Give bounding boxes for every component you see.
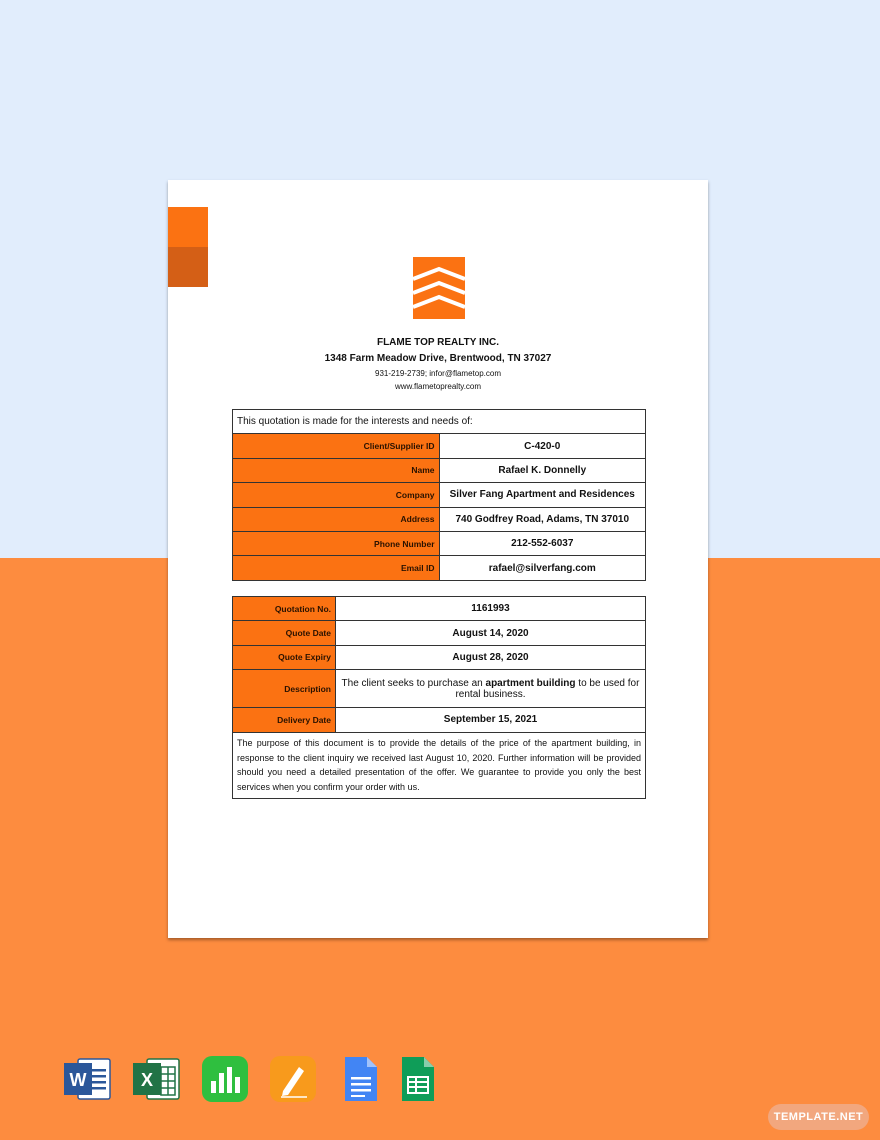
quotation-no-value: 1161993	[336, 597, 646, 621]
company-name: FLAME TOP REALTY INC.	[376, 337, 500, 348]
table-row	[233, 531, 646, 555]
template-net-badge[interactable]: TEMPLATE.NET	[768, 1104, 869, 1130]
row-label: Name	[233, 458, 440, 482]
table-row	[233, 410, 646, 434]
quote-expiry-label: Quote Expiry	[233, 645, 336, 669]
quotation-details-table	[232, 596, 646, 799]
pages-icon	[269, 1055, 317, 1103]
svg-text:W: W	[69, 1070, 87, 1090]
table-row	[233, 670, 646, 708]
table-row	[233, 597, 646, 621]
delivery-date-label: Delivery Date	[233, 708, 336, 732]
purpose-paragraph: The purpose of this document is to provide the details of the price of the apartment building, in response to the client inquiry we received last August 10, 2020. Further information will be provided should you need a detailed presentation of the offer. We guarantee to provide you only the best services when you confirm your order with us.	[233, 732, 646, 798]
table-row	[233, 434, 646, 458]
table-row	[233, 507, 646, 531]
quotation-no-label: Quotation No.	[233, 597, 336, 621]
google-docs-icon	[337, 1055, 385, 1103]
numbers-icon	[201, 1055, 249, 1103]
row-label: Company	[233, 483, 440, 507]
table-row	[233, 621, 646, 645]
description-text-post: to be used for rental business.	[455, 677, 640, 700]
corner-tab-light	[168, 207, 208, 247]
google-sheets-icon	[394, 1055, 442, 1103]
client-info-table	[232, 409, 646, 581]
table-row	[233, 645, 646, 669]
company-website: www.flametoprealty.com	[394, 382, 482, 391]
row-value: Silver Fang Apartment and Residences	[439, 483, 646, 507]
quote-expiry-value: August 28, 2020	[336, 645, 646, 669]
description-value	[336, 670, 646, 708]
description-text-pre: The client seeks to purchase an	[341, 677, 486, 689]
quote-date-label: Quote Date	[233, 621, 336, 645]
quote-date-value: August 14, 2020	[336, 621, 646, 645]
row-label: Phone Number	[233, 531, 440, 555]
corner-tab-dark	[168, 247, 208, 287]
row-value: rafael@silverfang.com	[439, 556, 646, 580]
table-row	[233, 708, 646, 732]
row-label: Email ID	[233, 556, 440, 580]
excel-icon	[133, 1055, 181, 1103]
svg-text:X: X	[140, 1070, 154, 1090]
description-text-bold: apartment building	[485, 677, 576, 689]
row-label: Address	[233, 507, 440, 531]
row-label: Client/Supplier ID	[233, 434, 440, 458]
table-row	[233, 732, 646, 798]
table-row	[233, 483, 646, 507]
company-logo-icon	[413, 257, 465, 319]
row-value: Rafael K. Donnelly	[439, 458, 646, 482]
row-value: C-420-0	[439, 434, 646, 458]
document-page	[168, 180, 708, 938]
description-label: Description	[233, 670, 336, 708]
word-icon	[64, 1055, 112, 1103]
table-row	[233, 458, 646, 482]
company-address: 1348 Farm Meadow Drive, Brentwood, TN 37027	[324, 353, 552, 364]
table-row	[233, 556, 646, 580]
row-value: 212-552-6037	[439, 531, 646, 555]
intro-text: This quotation is made for the interests and needs of:	[233, 410, 646, 434]
row-value: 740 Godfrey Road, Adams, TN 37010	[439, 507, 646, 531]
company-contact: 931-219-2739; infor@flametop.com	[375, 369, 501, 378]
delivery-date-value: September 15, 2021	[336, 708, 646, 732]
